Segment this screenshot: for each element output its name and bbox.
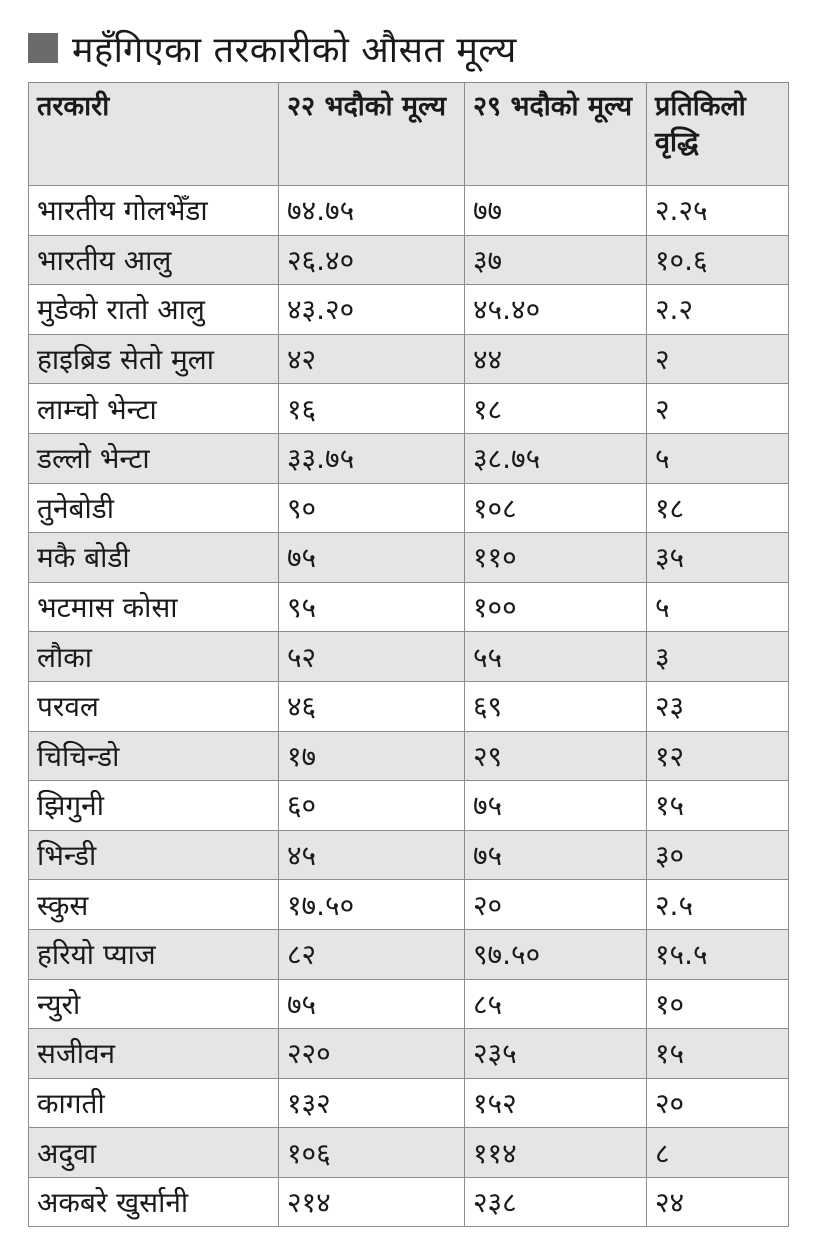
cell-price-29: ५५ — [465, 632, 647, 682]
table-row — [29, 384, 789, 434]
cell-price-29: ३७ — [465, 235, 647, 285]
cell-vegetable: अकबरे खुर्सानी — [29, 1177, 279, 1227]
cell-price-22: ९० — [279, 483, 465, 533]
table-row — [29, 781, 789, 831]
cell-increase: २.५ — [647, 880, 789, 930]
cell-price-22: ५२ — [279, 632, 465, 682]
table-header-row — [29, 83, 789, 186]
page-title: महँगिएका तरकारीको औसत मूल्य — [72, 29, 517, 71]
cell-price-22: ७५ — [279, 979, 465, 1029]
cell-vegetable: भारतीय आलु — [29, 235, 279, 285]
table-row — [29, 1029, 789, 1079]
cell-increase: २ — [647, 384, 789, 434]
cell-price-29: ७७ — [465, 186, 647, 236]
header-price-22: २२ भदौको मूल्य — [279, 83, 465, 186]
cell-increase: २.२५ — [647, 186, 789, 236]
table-row — [29, 334, 789, 384]
cell-increase: १५ — [647, 781, 789, 831]
table-row — [29, 235, 789, 285]
header-increase: प्रतिकिलो वृद्धि — [647, 83, 789, 186]
cell-price-29: १५२ — [465, 1078, 647, 1128]
cell-price-29: १८ — [465, 384, 647, 434]
title-row — [28, 22, 517, 74]
cell-price-22: १६ — [279, 384, 465, 434]
cell-increase: २ — [647, 334, 789, 384]
cell-increase: ५ — [647, 433, 789, 483]
cell-vegetable: भारतीय गोलभेँडा — [29, 186, 279, 236]
table-row — [29, 731, 789, 781]
cell-price-29: ६९ — [465, 681, 647, 731]
cell-price-29: ७५ — [465, 781, 647, 831]
cell-increase: ३० — [647, 830, 789, 880]
cell-price-29: ११४ — [465, 1128, 647, 1178]
cell-increase: २४ — [647, 1177, 789, 1227]
cell-price-29: २० — [465, 880, 647, 930]
table-row — [29, 979, 789, 1029]
cell-price-22: २२० — [279, 1029, 465, 1079]
cell-vegetable: कागती — [29, 1078, 279, 1128]
cell-price-22: ४२ — [279, 334, 465, 384]
cell-vegetable: झिगुनी — [29, 781, 279, 831]
cell-increase: ८ — [647, 1128, 789, 1178]
cell-increase: १५ — [647, 1029, 789, 1079]
cell-increase: १५.५ — [647, 929, 789, 979]
cell-increase: २.२ — [647, 285, 789, 335]
cell-price-29: १०८ — [465, 483, 647, 533]
cell-price-29: ४५.४० — [465, 285, 647, 335]
table-row — [29, 830, 789, 880]
cell-price-22: २१४ — [279, 1177, 465, 1227]
cell-price-22: ४६ — [279, 681, 465, 731]
table-row — [29, 483, 789, 533]
table-row — [29, 1078, 789, 1128]
cell-vegetable: लाम्चो भेन्टा — [29, 384, 279, 434]
cell-price-22: ८२ — [279, 929, 465, 979]
cell-vegetable: लौका — [29, 632, 279, 682]
table-row — [29, 533, 789, 583]
cell-price-22: १७.५० — [279, 880, 465, 930]
cell-price-29: २३८ — [465, 1177, 647, 1227]
cell-price-22: १०६ — [279, 1128, 465, 1178]
header-vegetable: तरकारी — [29, 83, 279, 186]
cell-increase: २३ — [647, 681, 789, 731]
cell-price-29: ३८.७५ — [465, 433, 647, 483]
header-price-29: २९ भदौको मूल्य — [465, 83, 647, 186]
cell-vegetable: हाइब्रिड सेतो मुला — [29, 334, 279, 384]
cell-increase: १८ — [647, 483, 789, 533]
cell-vegetable: तुनेबोडी — [29, 483, 279, 533]
table-row — [29, 1177, 789, 1227]
cell-price-29: ११० — [465, 533, 647, 583]
cell-price-29: ७५ — [465, 830, 647, 880]
cell-vegetable: भिन्डी — [29, 830, 279, 880]
cell-price-29: ८५ — [465, 979, 647, 1029]
table-row — [29, 285, 789, 335]
cell-increase: १०.६ — [647, 235, 789, 285]
table-row — [29, 880, 789, 930]
cell-vegetable: स्कुस — [29, 880, 279, 930]
cell-price-22: ४३.२० — [279, 285, 465, 335]
cell-vegetable: चिचिन्डो — [29, 731, 279, 781]
cell-increase: १० — [647, 979, 789, 1029]
price-table — [28, 82, 789, 1227]
cell-increase: ३ — [647, 632, 789, 682]
cell-price-22: ३३.७५ — [279, 433, 465, 483]
cell-increase: ५ — [647, 582, 789, 632]
table-row — [29, 632, 789, 682]
cell-price-22: १७ — [279, 731, 465, 781]
cell-vegetable: मकै बोडी — [29, 533, 279, 583]
cell-vegetable: अदुवा — [29, 1128, 279, 1178]
cell-vegetable: न्युरो — [29, 979, 279, 1029]
cell-increase: १२ — [647, 731, 789, 781]
cell-vegetable: सजीवन — [29, 1029, 279, 1079]
cell-price-22: ७५ — [279, 533, 465, 583]
table-row — [29, 433, 789, 483]
cell-price-22: ४५ — [279, 830, 465, 880]
cell-price-22: ७४.७५ — [279, 186, 465, 236]
cell-price-29: ९७.५० — [465, 929, 647, 979]
table-row — [29, 582, 789, 632]
cell-vegetable: हरियो प्याज — [29, 929, 279, 979]
cell-price-29: २३५ — [465, 1029, 647, 1079]
table-body — [29, 186, 789, 1227]
cell-price-29: १०० — [465, 582, 647, 632]
cell-increase: २० — [647, 1078, 789, 1128]
table-row — [29, 681, 789, 731]
cell-vegetable: मुडेको रातो आलु — [29, 285, 279, 335]
table-row — [29, 186, 789, 236]
square-bullet-icon — [28, 33, 58, 63]
table-row — [29, 1128, 789, 1178]
cell-price-22: ९५ — [279, 582, 465, 632]
cell-price-22: १३२ — [279, 1078, 465, 1128]
cell-price-29: ४४ — [465, 334, 647, 384]
cell-vegetable: भटमास कोसा — [29, 582, 279, 632]
cell-vegetable: परवल — [29, 681, 279, 731]
cell-price-22: ६० — [279, 781, 465, 831]
cell-increase: ३५ — [647, 533, 789, 583]
cell-price-22: २६.४० — [279, 235, 465, 285]
cell-vegetable: डल्लो भेन्टा — [29, 433, 279, 483]
table-row — [29, 929, 789, 979]
cell-price-29: २९ — [465, 731, 647, 781]
